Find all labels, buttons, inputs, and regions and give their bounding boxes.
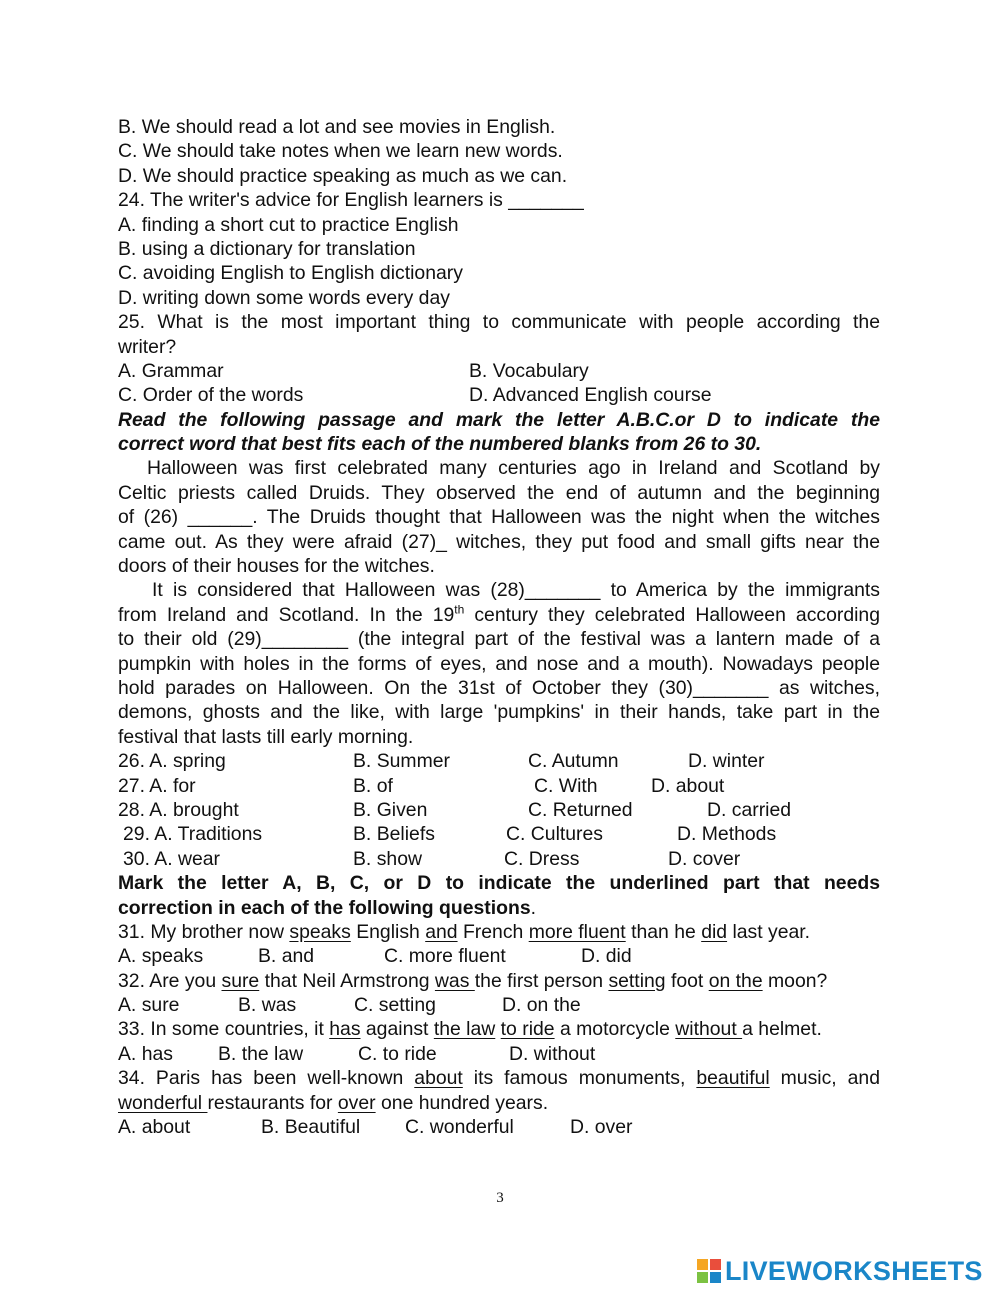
q30-option-a: 30. A. wear <box>123 847 221 870</box>
q33-text-5: a helmet. <box>742 1018 822 1041</box>
q30-option-b: B. show <box>353 847 422 870</box>
q34-text-5: one hundred years. <box>375 1091 549 1114</box>
q30-options <box>118 847 880 871</box>
logo-block-4 <box>710 1272 721 1283</box>
q23-option-d: D. We should practice speaking as much as we can. <box>118 164 568 187</box>
logo-text: LIVEWORKSHEETS <box>725 1255 983 1286</box>
instruction-31-34-line1: Mark the letter A, B, C, or D to indicate the underlined part that needs <box>118 872 880 895</box>
question-34-line1 <box>118 1066 880 1090</box>
question-33 <box>118 1017 880 1041</box>
superscript-th: th <box>454 602 465 617</box>
q31-text-4: than he <box>625 920 702 943</box>
passage-paragraph-2 <box>118 578 880 749</box>
q34-underline-d: over <box>337 1091 376 1114</box>
instruction-26-30-line1: Read the following passage and mark the letter A.B.C.or D to indicate the <box>118 408 880 431</box>
q25-option-c: C. Order of the words <box>118 384 304 407</box>
q32-option-d: D. on the <box>502 994 581 1017</box>
instruction-31-34-line2-text: correction in each of the following questions <box>118 896 531 919</box>
q28-options <box>118 798 880 822</box>
q33-options <box>118 1042 880 1066</box>
q32-underline-d: on the <box>708 969 763 992</box>
q28-option-b: B. Given <box>353 798 428 821</box>
q26-option-b: B. Summer <box>353 750 450 773</box>
passage-p2-line2-start: from Ireland and Scotland. In the 19 <box>118 603 455 626</box>
q31-option-d: D. did <box>581 945 632 968</box>
question-24: 24. The writer's advice for English learners is _______ <box>118 189 584 212</box>
q34-options <box>118 1115 880 1139</box>
page-number: 3 <box>496 1190 504 1206</box>
question-31 <box>118 920 880 944</box>
q34-underline-b: beautiful <box>696 1067 770 1090</box>
passage-p2-line5: hold parades on Halloween. On the 31st of October they (30)_______ as witches, <box>118 676 880 699</box>
passage-paragraph-1 <box>118 456 880 578</box>
q28-option-c: C. Returned <box>528 798 633 821</box>
q29-option-b: B. Beliefs <box>353 823 435 846</box>
passage-p2-line7: festival that lasts till early morning. <box>118 725 414 748</box>
q23-option-c: C. We should take notes when we learn new words. <box>118 140 563 163</box>
passage-p1-line2: Celtic priests called Druids. They observed the end of autumn and the beginning <box>118 481 880 504</box>
q31-text-5: last year. <box>727 920 811 943</box>
q31-text-2: English <box>350 920 426 943</box>
q32-underline-c: setting <box>608 969 666 992</box>
passage-p2-line4: pumpkin with holes in the forms of eyes, and nose and a mouth). Nowadays people <box>118 652 880 675</box>
q32-options <box>118 993 880 1017</box>
q28-option-d: D. carried <box>707 798 792 821</box>
q29-option-c: C. Cultures <box>506 823 603 846</box>
instruction-31-34-period: . <box>530 896 537 919</box>
q34-option-c: C. wonderful <box>405 1116 514 1139</box>
q31-underline-a: speaks <box>289 920 351 943</box>
q31-underline-c: more fluent <box>528 920 626 943</box>
q29-option-d: D. Methods <box>677 823 777 846</box>
q33-option-d: D. without <box>509 1042 596 1065</box>
q26-options <box>118 749 880 773</box>
q25-option-b: B. Vocabulary <box>469 359 589 382</box>
q32-text-1: 32. Are you <box>118 969 222 992</box>
q28-option-a: 28. A. brought <box>118 798 239 821</box>
passage-p2-line1: It is considered that Halloween was (28)_______ to America by the immigrants <box>152 579 880 602</box>
q34-text-2: its famous monuments, <box>462 1067 697 1090</box>
q29-option-a: 29. A. Traditions <box>123 823 263 846</box>
q33-underline-a: has <box>329 1018 361 1041</box>
q32-text-2: that Neil Armstrong <box>259 969 435 992</box>
q27-option-b: B. of <box>353 774 393 797</box>
q27-option-c: C. With <box>534 774 598 797</box>
q34-option-d: D. over <box>570 1116 633 1139</box>
q27-option-a: 27. A. for <box>118 774 196 797</box>
q32-option-c: C. setting <box>354 994 436 1017</box>
logo-block-1 <box>697 1259 708 1270</box>
question-25-line1: 25. What is the most important thing to communicate with people according the <box>118 311 880 334</box>
q32-text-5: moon? <box>762 969 828 992</box>
q26-option-d: D. winter <box>688 750 765 773</box>
q25-option-a: A. Grammar <box>118 359 224 382</box>
q30-option-d: D. cover <box>668 847 741 870</box>
instruction-31-34-line2 <box>118 896 880 920</box>
q34-text-4: restaurants for <box>207 1091 338 1114</box>
worksheet-body <box>118 115 880 1139</box>
question-25-line2: writer? <box>118 335 177 358</box>
q33-option-b: B. the law <box>218 1042 304 1065</box>
q33-option-c: C. to ride <box>358 1042 437 1065</box>
q31-text-1: 31. My brother now <box>118 920 290 943</box>
question-32 <box>118 969 880 993</box>
q25-options-row1 <box>118 359 880 383</box>
logo-block-3 <box>697 1272 708 1283</box>
passage-p2-line2 <box>118 603 880 627</box>
q32-text-3: the first person <box>474 969 609 992</box>
q32-option-a: A. sure <box>118 994 180 1017</box>
q27-options <box>118 774 880 798</box>
q31-option-a: A. speaks <box>118 945 204 968</box>
passage-p2-line2-end: century they celebrated Halloween according <box>464 603 880 626</box>
q33-text-4: a motorcycle <box>554 1018 676 1041</box>
question-34-line2 <box>118 1091 880 1115</box>
liveworksheets-logo <box>697 1255 983 1287</box>
q32-text-4: foot <box>665 969 709 992</box>
q31-option-b: B. and <box>258 945 315 968</box>
q27-option-d: D. about <box>651 774 725 797</box>
q24-option-d: D. writing down some words every day <box>118 286 450 309</box>
q32-underline-b: was <box>434 969 475 992</box>
q23-option-b: B. We should read a lot and see movies in English. <box>118 116 556 138</box>
q33-underline-b: the law <box>433 1018 496 1041</box>
logo-block-2 <box>710 1259 721 1270</box>
q34-underline-a: about <box>414 1067 463 1090</box>
q34-underline-c: wonderful <box>118 1091 208 1114</box>
passage-p1-line5: doors of their houses for the witches. <box>118 555 435 578</box>
q33-text-2: against <box>360 1018 434 1041</box>
q24-option-b: B. using a dictionary for translation <box>118 237 416 260</box>
q31-underline-b: and <box>425 920 458 943</box>
q26-option-c: C. Autumn <box>528 750 619 773</box>
q33-text-1: 33. In some countries, it <box>118 1018 330 1041</box>
q34-text-1: 34. Paris has been well-known <box>118 1067 415 1090</box>
q33-underline-c: to ride <box>500 1018 555 1041</box>
q26-option-a: 26. A. spring <box>118 750 226 773</box>
passage-p2-line6: demons, ghosts and the like, with large 'pumpkins' in their hands, take part in the <box>118 701 880 724</box>
q24-option-a: A. finding a short cut to practice English <box>118 213 459 236</box>
q31-option-c: C. more fluent <box>384 945 506 968</box>
q32-underline-a: sure <box>221 969 260 992</box>
q33-underline-d: without <box>675 1018 743 1041</box>
q31-options <box>118 944 880 968</box>
q33-option-a: A. has <box>118 1042 173 1065</box>
q34-text-3: music, and <box>769 1067 880 1090</box>
q29-options <box>118 822 880 846</box>
passage-p2-line3: to their old (29)________ (the integral part of the festival was a lantern made of a <box>118 628 880 651</box>
logo-blocks-icon <box>697 1259 721 1283</box>
q30-option-c: C. Dress <box>504 847 580 870</box>
q34-option-b: B. Beautiful <box>261 1116 361 1139</box>
q32-option-b: B. was <box>238 994 297 1017</box>
q31-text-3: French <box>457 920 529 943</box>
q25-options-row2 <box>118 383 880 407</box>
q34-option-a: A. about <box>118 1116 191 1139</box>
q25-option-d: D. Advanced English course <box>469 384 712 407</box>
passage-p1-line3: of (26) ______. The Druids thought that Halloween was the night when the witches <box>118 506 880 529</box>
q24-option-c: C. avoiding English to English dictionary <box>118 262 463 285</box>
passage-p1-line1: Halloween was first celebrated many centuries ago in Ireland and Scotland by <box>147 457 880 480</box>
passage-p1-line4: came out. As they were afraid (27)_ witches, they put food and small gifts near the <box>118 530 880 553</box>
instruction-26-30-line2: correct word that best fits each of the numbered blanks from 26 to 30. <box>118 433 762 456</box>
q31-underline-d: did <box>701 920 728 943</box>
